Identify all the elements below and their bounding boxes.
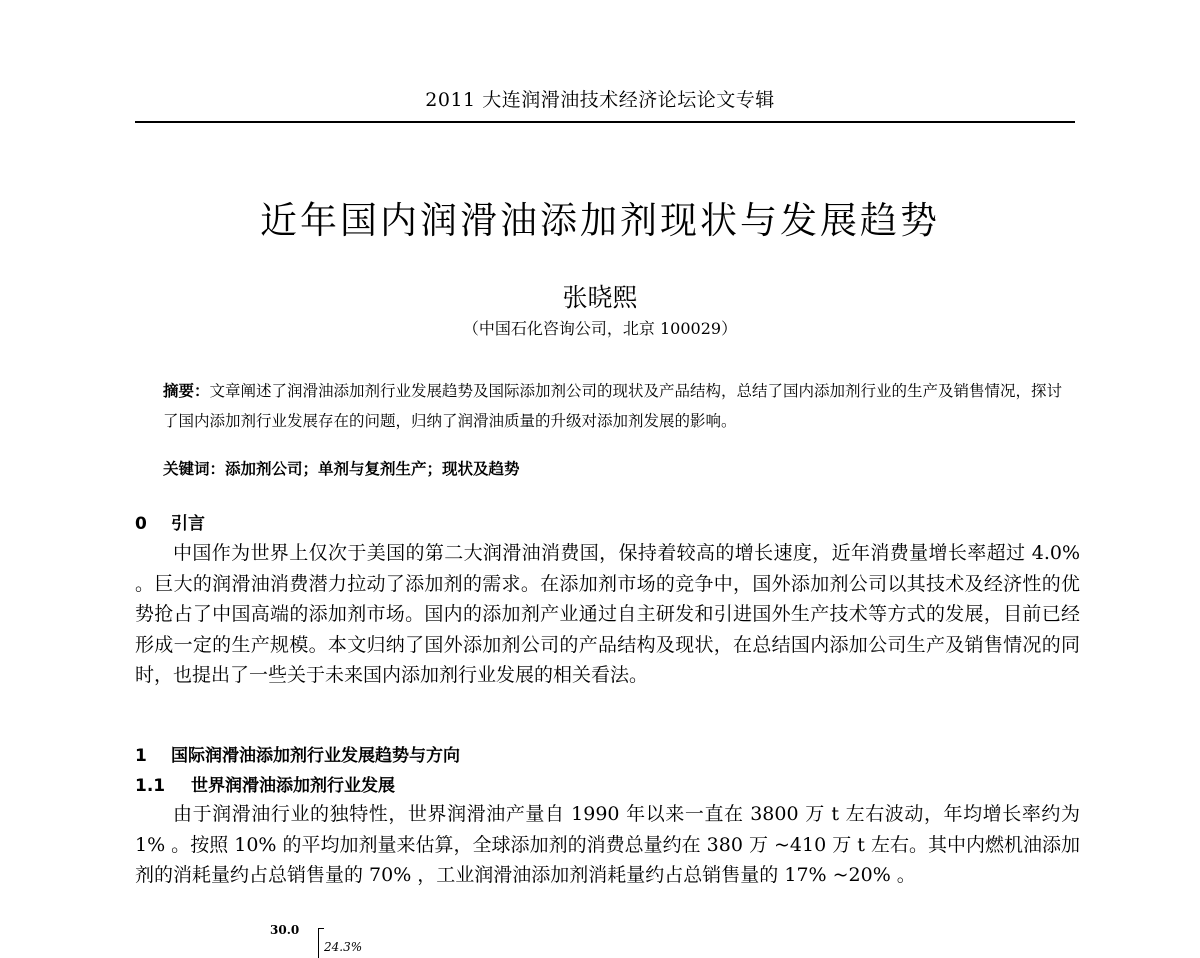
bar-chart — [270, 916, 470, 952]
section-heading-introduction — [135, 509, 205, 534]
section-title: 国际润滑油添加剂行业发展趋势与方向 — [171, 746, 460, 766]
abstract-text: 文章阐述了润滑油添加剂行业发展趋势及国际添加剂公司的现状及产品结构，总结了国内添加剂行业的生产及销售情况，探讨了国内添加剂行业发展存在的问题，归纳了润滑油质量的升级对添加剂发展的影响。 — [163, 382, 1063, 430]
keywords-label: 关键词： — [163, 460, 226, 478]
paragraph-1-1: 由于润滑油行业的独特性，世界润滑油产量自 1990 年以来一直在 3800 万 t 左右波动，年均增长率约为 1% 。按照 10% 的平均加剂量来估算，全球添加剂的消费总量约在 380 万 ~410 万 t 左右。其中内燃机油添加剂的消耗量约占总销售量的 70% ，工业润滑油添加剂消耗量约占总销售量的 17% ~20% 。 — [135, 803, 1080, 886]
data-label: 24.3% — [324, 940, 363, 954]
keywords — [163, 457, 1063, 479]
author-name: 张晓熙 — [562, 283, 638, 312]
section-number: 1 — [135, 746, 147, 766]
paper-title: 近年国内润滑油添加剂现状与发展趋势 — [260, 199, 940, 242]
section-title: 世界润滑油添加剂行业发展 — [191, 776, 395, 796]
y-axis — [318, 928, 319, 958]
keywords-text: 添加剂公司；单剂与复剂生产；现状及趋势 — [225, 460, 520, 478]
paragraph-introduction: 中国作为世界上仅次于美国的第二大润滑油消费国，保持着较高的增长速度，近年消费量增长率超过 4.0% 。巨大的润滑油消费潜力拉动了添加剂的需求。在添加剂市场的竞争中，国外添加剂公司以其技术及经济性的优势抢占了中国高端的添加剂市场。国内的添加剂产业通过自主研发和引进国外生产技术等方式的发展，目前已经形成一定的生产规模。本文归纳了国外添加剂公司的产品结构及现状，在总结国内添加公司生产及销售情况的同时，也提出了一些关于未来国内添加剂行业发展的相关看法。 — [135, 542, 1080, 686]
header-rule — [135, 121, 1075, 123]
section-heading-1 — [135, 741, 460, 766]
section-heading-1-1 — [135, 771, 395, 796]
running-header: 2011 大连润滑油技术经济论坛论文专辑 — [425, 89, 775, 111]
y-axis-cap — [318, 928, 324, 929]
section-number: 1.1 — [135, 776, 166, 796]
y-tick-label: 30.0 — [270, 923, 300, 937]
section-title: 引言 — [171, 514, 205, 534]
abstract — [163, 376, 1063, 436]
author-affiliation: （中国石化咨询公司，北京 100029） — [462, 319, 738, 338]
section-number: 0 — [135, 514, 147, 534]
abstract-label: 摘要： — [163, 381, 210, 400]
